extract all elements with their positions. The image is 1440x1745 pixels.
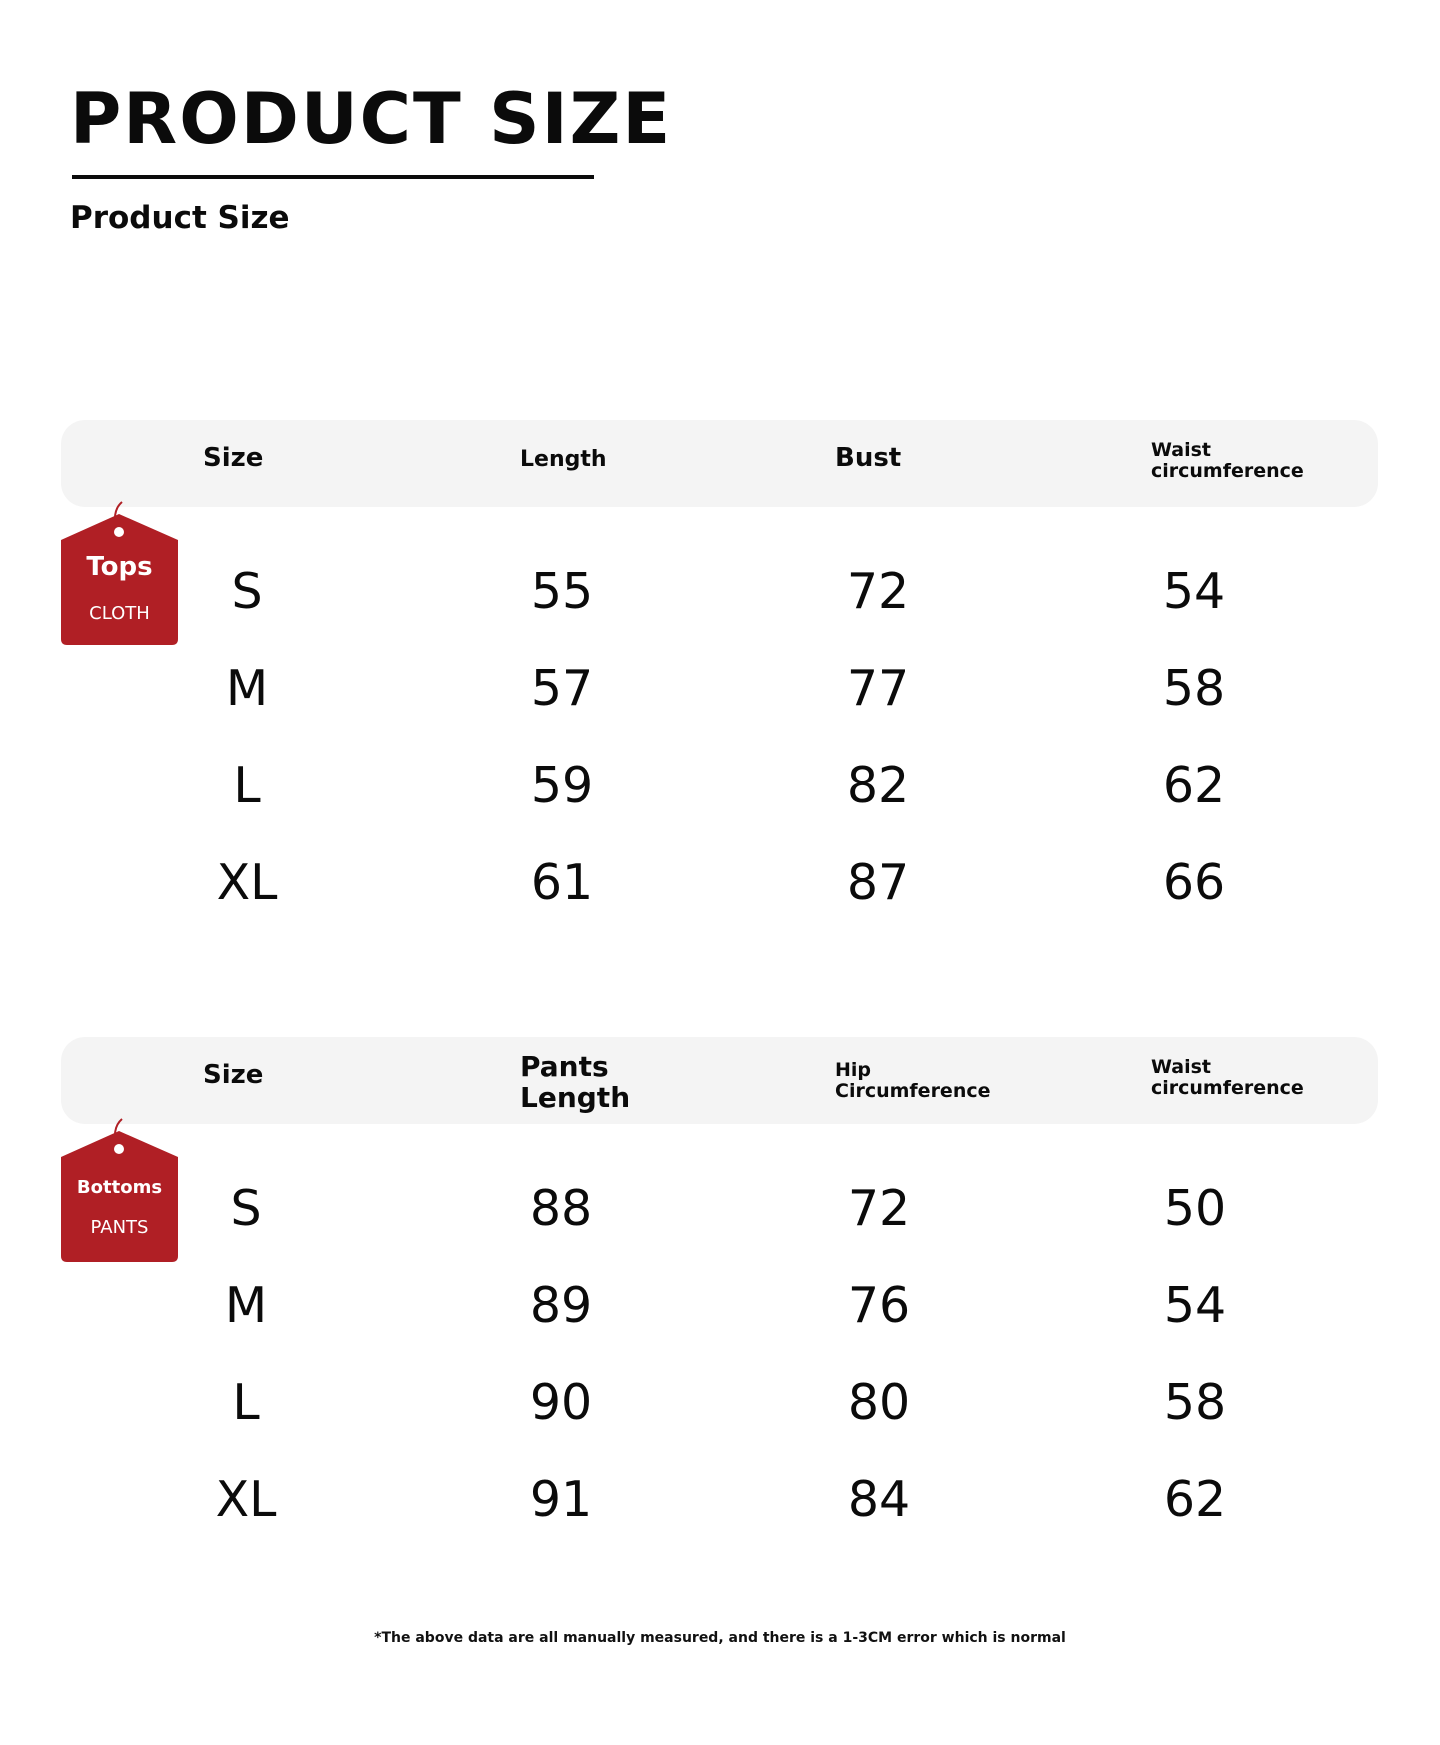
bottoms-header-hip: Hip Circumference <box>835 1059 991 1102</box>
waist-cell: 54 <box>1163 1277 1227 1334</box>
waist-cell: 50 <box>1163 1180 1227 1237</box>
tops-header-bust: Bust <box>835 443 902 473</box>
pants-length-cell: 89 <box>529 1277 593 1334</box>
bottoms-header-waist: Waist circumference <box>1151 1056 1304 1099</box>
size-cell: XL <box>215 1471 277 1528</box>
tops-header-waist: Waist circumference <box>1151 439 1304 482</box>
waist-cell: 62 <box>1163 1471 1227 1528</box>
size-cell: S <box>230 1180 262 1237</box>
size-cell: M <box>224 1277 268 1334</box>
bust-cell: 82 <box>846 757 910 814</box>
size-cell: S <box>231 563 263 620</box>
title-underline <box>72 175 594 179</box>
table-row <box>0 557 1440 627</box>
waist-cell: 66 <box>1162 854 1226 911</box>
bust-cell: 72 <box>846 563 910 620</box>
tops-size-table <box>0 420 1440 920</box>
hip-cell: 76 <box>847 1277 911 1334</box>
page-title: PRODUCT SIZE <box>70 78 673 160</box>
tops-header-bar <box>61 420 1378 507</box>
tops-tag-title: Tops <box>86 552 153 582</box>
bottoms-header-size: Size <box>203 1060 264 1090</box>
tops-header-size: Size <box>203 443 264 473</box>
length-cell: 59 <box>530 757 594 814</box>
bust-cell: 77 <box>846 660 910 717</box>
hip-cell: 80 <box>847 1374 911 1431</box>
table-row <box>0 654 1440 724</box>
length-cell: 61 <box>530 854 594 911</box>
tops-header-length: Length <box>520 447 607 472</box>
pants-length-cell: 91 <box>529 1471 593 1528</box>
measurement-footnote: *The above data are all manually measured, and there is a 1-3CM error which is normal <box>374 1630 1066 1646</box>
table-row <box>0 751 1440 821</box>
bottoms-tag-subtitle: PANTS <box>90 1217 149 1238</box>
waist-cell: 58 <box>1163 1374 1227 1431</box>
table-row <box>0 848 1440 918</box>
bottoms-size-table <box>0 1037 1440 1537</box>
size-cell: M <box>225 660 269 717</box>
length-cell: 57 <box>530 660 594 717</box>
table-row <box>0 1368 1440 1438</box>
hip-cell: 84 <box>847 1471 911 1528</box>
waist-cell: 58 <box>1162 660 1226 717</box>
size-cell: L <box>232 1374 260 1431</box>
waist-cell: 54 <box>1162 563 1226 620</box>
length-cell: 55 <box>530 563 594 620</box>
tops-tag-subtitle: CLOTH <box>89 603 150 624</box>
bottoms-tag-title: Bottoms <box>76 1177 163 1198</box>
waist-cell: 62 <box>1162 757 1226 814</box>
bust-cell: 87 <box>846 854 910 911</box>
pants-length-cell: 90 <box>529 1374 593 1431</box>
pants-length-cell: 88 <box>529 1180 593 1237</box>
table-row <box>0 1174 1440 1244</box>
table-row <box>0 1465 1440 1535</box>
size-cell: XL <box>216 854 278 911</box>
bottoms-header-bar <box>61 1037 1378 1124</box>
bottoms-header-pants-length: Pants Length <box>520 1050 631 1114</box>
page-subtitle: Product Size <box>70 200 290 236</box>
table-row <box>0 1271 1440 1341</box>
hip-cell: 72 <box>847 1180 911 1237</box>
size-cell: L <box>233 757 261 814</box>
